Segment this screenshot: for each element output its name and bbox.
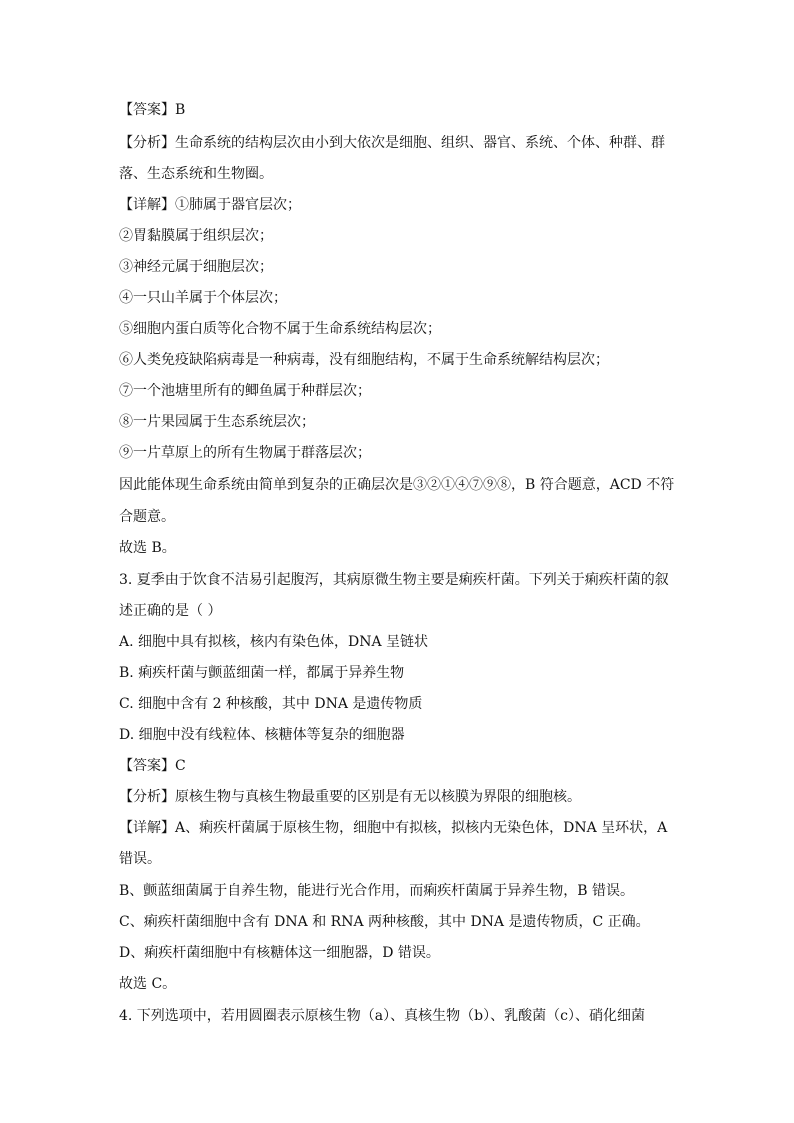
answer-label: 【答案】C (119, 758, 186, 774)
question-text: 3. 夏季由于饮食不洁易引起腹泻，其病原微生物主要是痢疾杆菌。下列关于痢疾杆菌的叙 (119, 572, 669, 588)
detail-line: ⑨一片草原上的所有生物属于群落层次； (119, 445, 371, 461)
analysis-line: 【分析】原核生物与真核生物最重要的区别是有无以核膜为界限的细胞核。 (119, 789, 581, 805)
conclusion-line: 合题意。 (119, 509, 175, 525)
detail-line: D、痢疾杆菌细胞中有核糖体这一细胞器，D 错误。 (119, 945, 440, 961)
detail-line: ⑧一片果园属于生态系统层次； (119, 414, 315, 430)
option-b: B. 痢疾杆菌与颤蓝细菌一样，都属于异养生物 (119, 665, 405, 681)
detail-line: ④一只山羊属于个体层次； (119, 290, 287, 306)
detail-line: 错误。 (119, 851, 161, 867)
detail-line: 【详解】A、痢疾杆菌属于原核生物，细胞中有拟核，拟核内无染色体，DNA 呈环状，A (119, 820, 668, 836)
detail-line: ②胃黏膜属于组织层次； (119, 228, 273, 244)
conclusion-line: 因此能体现生命系统由简单到复杂的正确层次是③②①④⑦⑨⑧，B 符合题意，ACD 不符 (119, 477, 675, 493)
analysis-line: 落、生态系统和生物圈。 (119, 166, 273, 182)
question-text: 4. 下列选项中，若用圆圈表示原核生物（a）、真核生物（b）、乳酸菌（c）、硝化细菌 (119, 1008, 645, 1024)
question-text: 述正确的是（ ） (119, 603, 222, 619)
detail-line: ③神经元属于细胞层次； (119, 259, 273, 275)
answer-label: 【答案】B (119, 102, 186, 118)
option-a: A. 细胞中具有拟核，核内有染色体，DNA 呈链状 (119, 634, 429, 650)
option-c: C. 细胞中含有 2 种核酸，其中 DNA 是遗传物质 (119, 696, 423, 712)
option-d: D. 细胞中没有线粒体、核糖体等复杂的细胞器 (119, 727, 405, 743)
detail-line: C、痢疾杆菌细胞中含有 DNA 和 RNA 两种核酸，其中 DNA 是遗传物质，C 正确。 (119, 914, 650, 930)
detail-line: ⑥人类免疫缺陷病毒是一种病毒，没有细胞结构，不属于生命系统解结构层次； (119, 352, 609, 368)
analysis-line: 【分析】生命系统的结构层次由小到大依次是细胞、组织、器官、系统、个体、种群、群 (119, 135, 665, 151)
detail-line: ⑤细胞内蛋白质等化合物不属于生命系统结构层次； (119, 321, 441, 337)
choice-line: 故选 C。 (119, 976, 177, 992)
detail-line: B、颤蓝细菌属于自养生物，能进行光合作用，而痢疾杆菌属于异养生物，B 错误。 (119, 883, 635, 899)
choice-line: 故选 B。 (119, 540, 176, 556)
detail-line: ⑦一个池塘里所有的鲫鱼属于种群层次； (119, 383, 371, 399)
detail-line: 【详解】①肺属于器官层次； (119, 197, 301, 213)
